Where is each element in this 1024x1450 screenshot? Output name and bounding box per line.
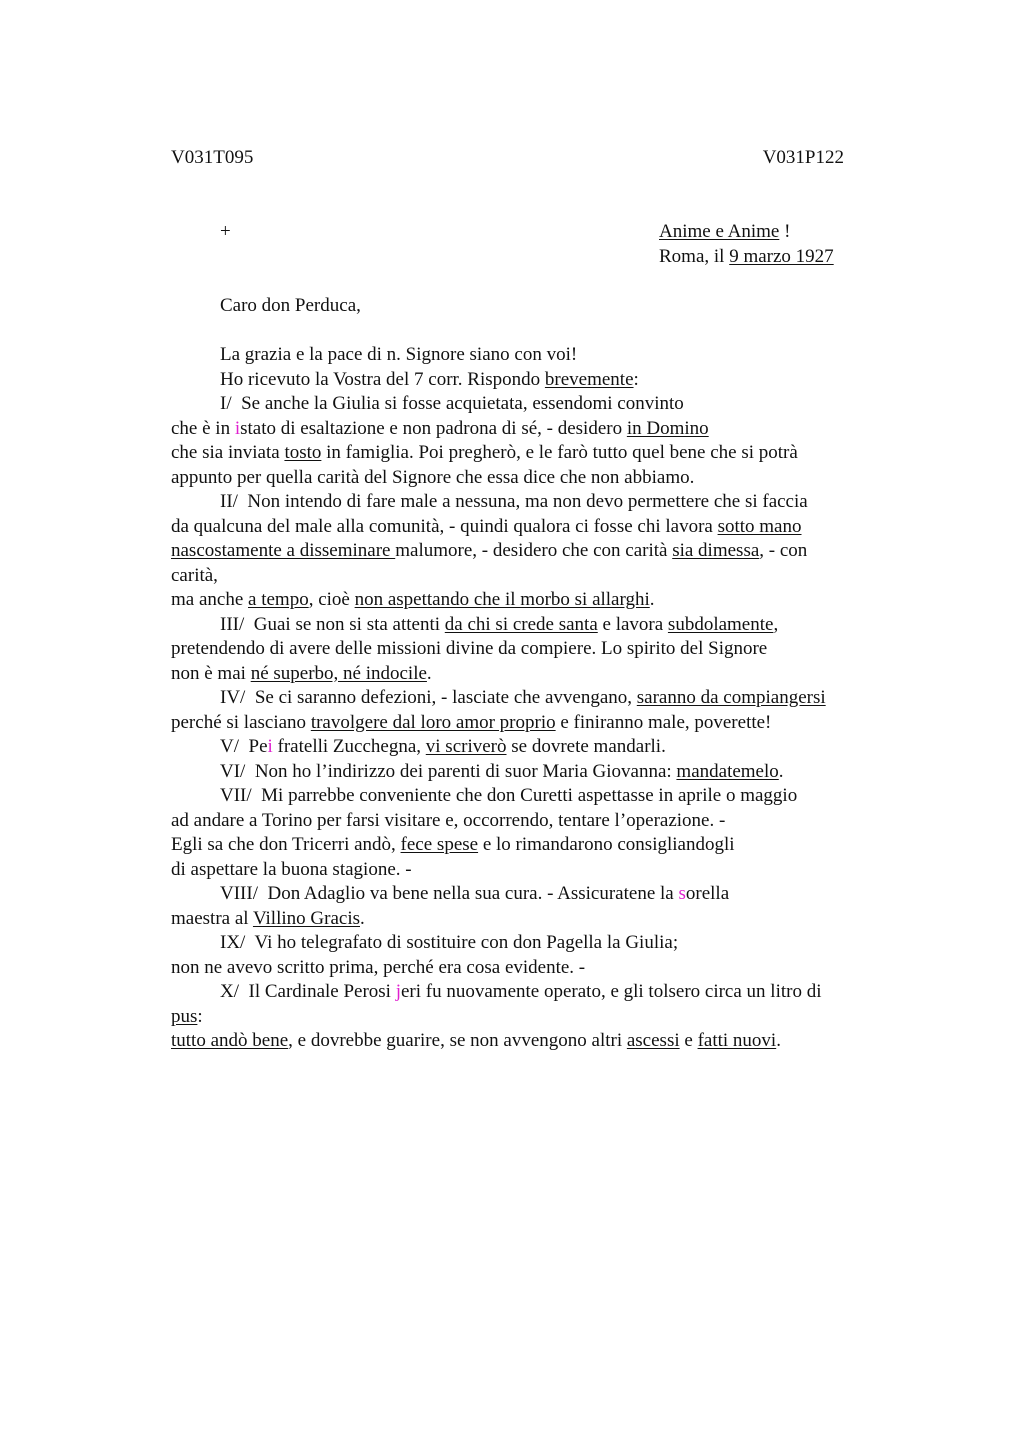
archive-codes — [171, 146, 844, 170]
letter-line — [171, 882, 891, 907]
letter-heading — [659, 220, 999, 269]
date-prefix: Roma, il — [659, 245, 730, 267]
line-text: appunto per quella carità del Signore che essa dice che non abbiamo. — [171, 466, 695, 488]
letter-line — [171, 392, 891, 417]
line-text: perché si lasciano — [171, 711, 311, 733]
underlined-text: subdolamente — [667, 613, 774, 635]
letter-line — [171, 588, 891, 613]
line-text: se dovrete mandarli. — [506, 736, 666, 757]
letter-line — [171, 466, 891, 491]
underlined-text: nascostamente a disseminare — [171, 540, 396, 561]
line-text: : — [633, 368, 639, 390]
letter-line — [171, 1029, 891, 1054]
underlined-text: pus — [171, 1005, 198, 1027]
line-text: La grazia e la pace di n. Signore siano con voi! — [220, 344, 578, 365]
underlined-text: ascessi — [626, 1030, 680, 1051]
line-text: pretendendo di avere delle missioni divine da compiere. Lo spirito del Signore — [171, 638, 768, 659]
line-text: non è mai — [171, 662, 251, 684]
line-text: V/ Pe — [220, 736, 268, 757]
line-text: VIII/ Don Adaglio va bene nella sua cura. - Assicuratene la — [220, 883, 679, 904]
line-text: , - con — [759, 540, 808, 561]
underlined-text: tutto andò bene — [171, 1030, 289, 1051]
underlined-text: Villino Gracis — [252, 907, 360, 929]
letter-line — [171, 539, 891, 564]
letter-line — [171, 490, 891, 515]
line-text: ad andare a Torino per farsi visitare e, occorrendo, tentare l’operazione. - — [171, 809, 726, 831]
underlined-text: brevemente — [544, 368, 634, 390]
correction-mark: s — [678, 883, 686, 904]
underlined-text: non aspettando che il morbo si allarghi — [354, 589, 650, 610]
line-text: di aspettare la buona stagione. - — [171, 858, 412, 880]
line-text: II/ Non intendo di fare male a nessuna, ma non devo permettere che si faccia — [220, 491, 808, 512]
page-code: V031P122 — [762, 147, 844, 168]
letter-line — [171, 833, 891, 858]
motto-suffix: ! — [779, 221, 791, 242]
line-text: , e dovrebbe guarire, se non avvengono altri — [288, 1030, 627, 1051]
line-text: e finiranno male, poverette! — [555, 711, 772, 733]
line-text: . — [426, 662, 432, 684]
line-text: maestra al — [171, 907, 253, 929]
line-text: . — [776, 1030, 781, 1051]
letter-line — [171, 417, 891, 442]
letter-line — [171, 931, 891, 956]
underlined-text: sia dimessa — [672, 540, 760, 561]
letter-line — [171, 662, 891, 687]
line-text: stato di esaltazione e non padrona di sé, - desidero — [240, 417, 627, 439]
line-text: , cioè — [308, 589, 355, 610]
underlined-text: fece spese — [400, 834, 479, 855]
underlined-text: da chi si crede santa — [444, 613, 598, 635]
line-text: VII/ Mi parrebbe conveniente che don Curetti aspettasse in aprile o maggio — [220, 785, 798, 806]
line-text: eri fu nuovamente operato, e gli tolsero circa un litro di — [401, 981, 822, 1002]
letter-line — [171, 343, 891, 368]
underlined-text: mandatemelo — [676, 760, 779, 782]
underlined-text: sotto mano — [717, 515, 802, 537]
letter-line — [171, 784, 891, 809]
line-text: , — [773, 613, 779, 635]
letter-line — [171, 441, 891, 466]
underlined-text: tosto — [284, 442, 322, 463]
line-text: III/ Guai se non si sta attenti — [220, 613, 445, 635]
letter-line — [171, 858, 891, 883]
underlined-text: né superbo, né indocile — [250, 662, 427, 684]
line-text: da qualcuna del male alla comunità, - quindi qualora ci fosse chi lavora — [171, 515, 718, 537]
line-text: . — [649, 589, 655, 610]
line-text: Ho ricevuto la Vostra del 7 corr. Rispondo — [220, 368, 545, 390]
line-text: . — [360, 907, 365, 929]
line-text: e — [679, 1030, 698, 1051]
letter-line — [171, 613, 891, 638]
line-text: I/ Se anche la Giulia si fosse acquietata, essendomi convinto — [220, 393, 684, 414]
line-text: fratelli Zucchegna, — [272, 736, 426, 757]
line-text: carità, — [171, 564, 218, 586]
letter-line — [171, 1005, 891, 1030]
letter-body — [171, 343, 891, 1054]
line-text: e lo rimandarono consigliandogli — [478, 834, 735, 855]
letter-line — [171, 564, 891, 589]
line-text: che è in — [171, 417, 235, 439]
correction-mark: i — [234, 417, 241, 439]
line-text: IX/ Vi ho telegrafato di sostituire con don Pagella la Giulia; — [220, 932, 679, 953]
correction-mark: i — [267, 736, 273, 757]
letter-line — [171, 956, 891, 981]
line-text: X/ Il Cardinale Perosi — [220, 981, 396, 1002]
salutation: Caro don Perduca, — [220, 295, 361, 316]
letter-line — [171, 980, 891, 1005]
letter-line — [171, 735, 891, 760]
line-text: che sia inviata — [171, 442, 285, 463]
letter-line — [171, 686, 891, 711]
underlined-text: vi scriverò — [425, 736, 507, 757]
line-text: : — [197, 1005, 203, 1027]
letter-line — [171, 368, 891, 393]
cross-mark: + — [220, 221, 231, 242]
letter-line — [171, 515, 891, 540]
line-text: e lavora — [597, 613, 668, 635]
underlined-text: in Domino — [626, 417, 709, 439]
date-value: 9 marzo 1927 — [729, 245, 834, 267]
line-text: VI/ Non ho l’indirizzo dei parenti di suor Maria Giovanna: — [220, 760, 677, 782]
line-text: non ne avevo scritto prima, perché era cosa evidente. - — [171, 956, 586, 978]
line-text: in famiglia. Poi pregherò, e le farò tutto quel bene che si potrà — [321, 442, 798, 463]
letter-line — [171, 760, 891, 785]
letter-line — [171, 637, 891, 662]
motto: Anime e Anime — [659, 221, 780, 242]
line-text: ma anche — [171, 589, 249, 610]
underlined-text: saranno da compiangersi — [636, 687, 826, 708]
document-code: V031T095 — [171, 147, 254, 168]
line-text: . — [778, 760, 784, 782]
underlined-text: a tempo — [248, 589, 309, 610]
underlined-text: travolgere dal loro amor proprio — [310, 711, 556, 733]
correction-mark: j — [395, 981, 401, 1002]
line-text: IV/ Se ci saranno defezioni, - lasciate che avvengano, — [220, 687, 637, 708]
underlined-text: fatti nuovi — [697, 1030, 777, 1051]
letter-line — [171, 809, 891, 834]
date-line — [659, 245, 999, 270]
letter-line — [171, 711, 891, 736]
line-text: malumore, - desidero che con carità — [395, 540, 673, 561]
line-text: orella — [685, 883, 730, 904]
motto-line — [659, 220, 999, 245]
line-text: Egli sa che don Tricerri andò, — [171, 834, 401, 855]
letter-line — [171, 907, 891, 932]
